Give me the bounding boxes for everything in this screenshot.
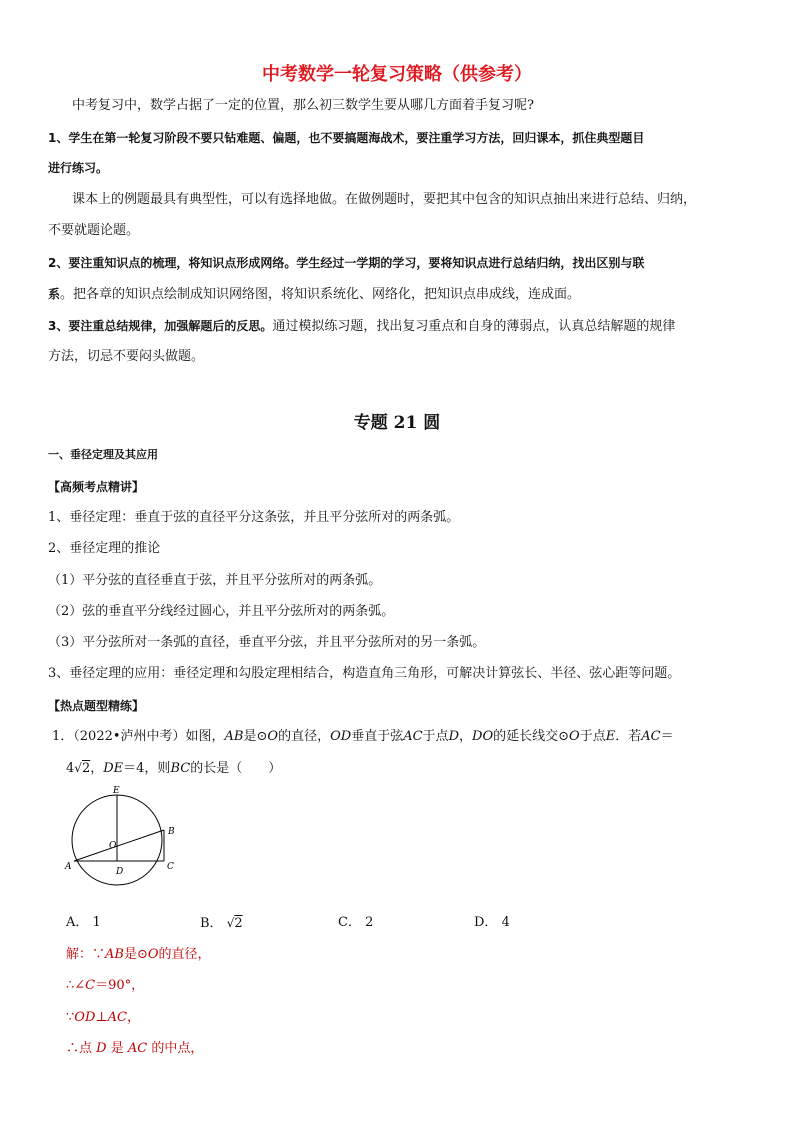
- knowledge-point-3: 3、垂径定理的应用：垂径定理和勾股定理相结合，构造直角三角形，可解决计算弦长、半径、弦心距等问题。: [48, 666, 681, 681]
- knowledge-point-2a: （1）平分弦的直径垂直于弦，并且平分弦所对的两条弧。: [48, 573, 382, 588]
- tip-1b-line-2: 不要就题论题。: [48, 223, 140, 238]
- option-b[interactable]: B． √2: [200, 916, 243, 931]
- circle-figure: [62, 786, 192, 896]
- label-c: C: [167, 862, 174, 872]
- intro-line: 中考复习中，数学占据了一定的位置，那么初三数学生要从哪几方面着手复习呢?: [72, 98, 534, 113]
- tip-1b-line-1: 课本上的例题最具有典型性，可以有选择地做。在做例题时，要把其中包含的知识点抽出来进行总结、归纳，: [72, 192, 697, 207]
- knowledge-point-2c: （3）平分弦所对一条弧的直径，垂直平分弦，并且平分弦所对的另一条弧。: [48, 635, 486, 650]
- solution-step-2: ∴∠C＝90°，: [66, 978, 145, 993]
- tip-1-line-2: 进行练习。: [48, 161, 109, 175]
- tip-3-line-1: 3、要注重总结规律，加强解题后的反思。通过模拟练习题，找出复习重点和自身的薄弱点，认真总结解题的规律: [48, 319, 676, 334]
- document-title: 中考数学一轮复习策略（供参考）: [262, 64, 532, 85]
- option-d[interactable]: D． 4: [474, 915, 510, 930]
- tip-2-line-1: 2、要注重知识点的梳理，将知识点形成网络。学生经过一学期的学习，要将知识点进行总结归纳，找出区别与联: [48, 256, 645, 270]
- knowledge-point-2: 2、垂径定理的推论: [48, 541, 161, 556]
- question-1-line-2: 4√2，DE＝4，则BC的长是（ ）: [66, 761, 282, 776]
- label-b: B: [168, 827, 175, 837]
- solution-step-1: 解：∵AB是⊙O的直径，: [66, 947, 211, 962]
- label-d: D: [116, 867, 124, 877]
- solution-step-3: ∵OD⊥AC，: [66, 1010, 140, 1025]
- tip-2-line-2: 系。把各章的知识点绘制成知识网络图，将知识系统化、网络化，把知识点串成线，连成面。: [48, 287, 581, 302]
- label-e: E: [113, 786, 120, 796]
- knowledge-point-2b: （2）弦的垂直平分线经过圆心，并且平分弦所对的两条弧。: [48, 604, 395, 619]
- tip-1-line-1: 1、学生在第一轮复习阶段不要只钻难题、偏题，也不要搞题海战术，要注重学习方法，回归课本，抓住典型题目: [48, 131, 645, 145]
- diameter-ab: [74, 830, 164, 861]
- subhead-perpendicular-diameter: 一、垂径定理及其应用: [48, 448, 158, 461]
- option-c[interactable]: C． 2: [338, 915, 374, 930]
- subhead-practice: 【热点题型精练】: [48, 699, 145, 713]
- label-a: A: [65, 862, 72, 872]
- subhead-key-points: 【高频考点精讲】: [48, 480, 145, 494]
- label-o: O: [109, 841, 117, 851]
- option-a[interactable]: A． 1: [66, 915, 101, 930]
- solution-step-4: ∴点 D 是 AC 的中点，: [66, 1041, 204, 1056]
- knowledge-point-1: 1、垂径定理：垂直于弦的直径平分这条弦，并且平分弦所对的两条弧。: [48, 510, 460, 525]
- tip-3-line-2: 方法，切忌不要闷头做题。: [48, 349, 205, 364]
- question-1-line-1: 1．（2022•泸州中考）如图，AB是⊙O的直径，OD垂直于弦AC于点D，DO的延长线交⊙O于点E．若AC＝: [52, 729, 674, 744]
- section-title: 专题 21 圆: [353, 413, 441, 433]
